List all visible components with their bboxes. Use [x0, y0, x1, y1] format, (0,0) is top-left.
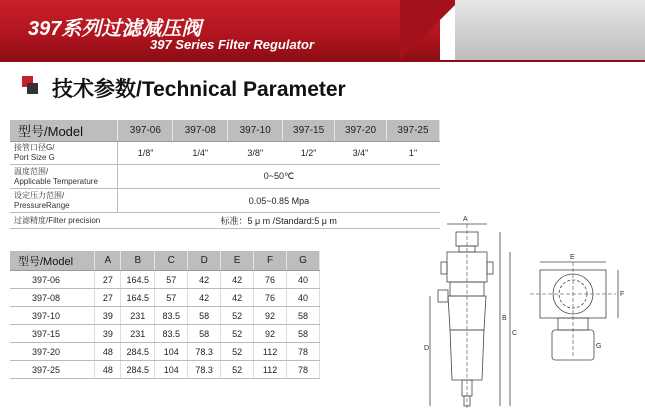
column-header: B	[121, 251, 155, 271]
table-cell: 92	[254, 307, 287, 325]
table-cell: 42	[188, 289, 221, 307]
table-cell: 112	[254, 361, 287, 379]
table-cell: 42	[188, 271, 221, 289]
table-cell: 40	[287, 271, 320, 289]
port-size-cell: 1"	[387, 142, 440, 165]
port-size-label-en: Port Size G	[14, 153, 55, 162]
pressure-label-cn: 设定压力范围/	[14, 190, 65, 200]
header-banner	[0, 0, 645, 62]
model-cell: 397-06	[118, 120, 173, 142]
dimension-label: D	[424, 345, 430, 352]
section-bullet-icon	[22, 76, 38, 94]
banner-slant	[400, 0, 460, 60]
table-cell: 164.5	[121, 289, 155, 307]
table-row	[10, 271, 320, 289]
table-header-row	[10, 251, 320, 271]
table-row	[10, 361, 320, 379]
dimension-label: C	[512, 330, 518, 337]
technical-parameter-table	[10, 120, 440, 229]
dimension-label: F	[620, 291, 625, 298]
table-cell: 76	[254, 289, 287, 307]
table-row	[10, 289, 320, 307]
product-title-cn: 397系列过滤减压阀	[28, 18, 202, 40]
model-cell: 397-25	[387, 120, 440, 142]
port-size-cell: 1/4"	[173, 142, 228, 165]
table-cell: 104	[155, 361, 188, 379]
port-size-label-cn: 接管口径G/	[14, 143, 55, 152]
table-cell: 42	[221, 271, 254, 289]
pressure-label-en: PressureRange	[14, 200, 70, 210]
table-cell: 231	[121, 307, 155, 325]
table-cell: 40	[287, 289, 320, 307]
product-title-en: 397 Series Filter Regulator	[150, 37, 315, 52]
table-cell: 39	[95, 307, 121, 325]
column-header: A	[95, 251, 121, 271]
dimension-label: A	[463, 216, 468, 223]
temperature-label-en: Applicable Temperature	[14, 176, 98, 186]
port-size-label	[10, 142, 118, 165]
table-cell: 27	[95, 289, 121, 307]
table-cell: 58	[287, 325, 320, 343]
table-cell: 76	[254, 271, 287, 289]
table-cell: 78.3	[188, 361, 221, 379]
model-cell: 397-08	[173, 120, 228, 142]
banner-underline	[0, 60, 645, 62]
table-cell: 231	[121, 325, 155, 343]
table-cell: 83.5	[155, 307, 188, 325]
dimension-label: G	[596, 343, 602, 350]
table-cell: 164.5	[121, 271, 155, 289]
table-cell: 92	[254, 325, 287, 343]
table-cell: 52	[221, 361, 254, 379]
table-cell: 397-20	[10, 343, 95, 361]
table-cell: 57	[155, 271, 188, 289]
table-row	[10, 343, 320, 361]
dimension-label: E	[570, 254, 575, 261]
model-cell: 397-15	[283, 120, 335, 142]
dimension-table	[10, 251, 320, 379]
table-cell: 52	[221, 325, 254, 343]
side-view-drawing	[430, 224, 510, 410]
technical-drawing	[400, 210, 645, 419]
model-header: 型号/Model	[10, 120, 118, 142]
table-cell: 112	[254, 343, 287, 361]
top-view-drawing	[530, 262, 618, 360]
table-cell: 52	[221, 343, 254, 361]
table-cell: 78.3	[188, 343, 221, 361]
table-row	[10, 307, 320, 325]
table-cell: 104	[155, 343, 188, 361]
table-row	[10, 213, 440, 229]
table-cell: 58	[188, 307, 221, 325]
table-cell: 58	[287, 307, 320, 325]
table-row	[10, 189, 440, 213]
table-cell: 83.5	[155, 325, 188, 343]
pressure-label	[10, 189, 118, 213]
port-size-cell: 1/8"	[118, 142, 173, 165]
table-cell: 48	[95, 343, 121, 361]
table-row	[10, 142, 440, 165]
table-row	[10, 165, 440, 189]
table-cell: 397-10	[10, 307, 95, 325]
table-row	[10, 325, 320, 343]
column-header: 型号/Model	[10, 251, 95, 271]
table-cell: 52	[221, 307, 254, 325]
table-cell: 397-06	[10, 271, 95, 289]
table-cell: 78	[287, 361, 320, 379]
table-cell: 58	[188, 325, 221, 343]
temperature-label	[10, 165, 118, 189]
column-header: D	[188, 251, 221, 271]
table-cell: 48	[95, 361, 121, 379]
temperature-value: 0~50℃	[118, 165, 440, 189]
port-size-cell: 3/8"	[228, 142, 283, 165]
table-cell: 57	[155, 289, 188, 307]
table-cell: 284.5	[121, 361, 155, 379]
model-cell: 397-20	[335, 120, 387, 142]
port-size-cell: 3/4"	[335, 142, 387, 165]
temperature-label-cn: 温度范围/	[14, 166, 49, 176]
column-header: F	[254, 251, 287, 271]
table-cell: 284.5	[121, 343, 155, 361]
pressure-value: 0.05~0.85 Mpa	[118, 189, 440, 213]
table-cell: 39	[95, 325, 121, 343]
table-cell: 42	[221, 289, 254, 307]
filter-precision-value: 标准：5 μ m /Standard:5 μ m	[118, 213, 440, 229]
column-header: G	[287, 251, 320, 271]
table-cell: 397-25	[10, 361, 95, 379]
table-cell: 397-08	[10, 289, 95, 307]
column-header: E	[221, 251, 254, 271]
filter-precision-label: 过滤精度/Filter precision	[10, 213, 118, 229]
port-size-cell: 1/2"	[283, 142, 335, 165]
table-cell: 397-15	[10, 325, 95, 343]
section-title: 技术参数/Technical Parameter	[52, 78, 346, 101]
table-cell: 78	[287, 343, 320, 361]
dimension-label: B	[502, 315, 507, 322]
table-header-row	[10, 120, 440, 142]
table-cell: 27	[95, 271, 121, 289]
banner-grey-band	[455, 0, 645, 60]
column-header: C	[155, 251, 188, 271]
model-cell: 397-10	[228, 120, 283, 142]
